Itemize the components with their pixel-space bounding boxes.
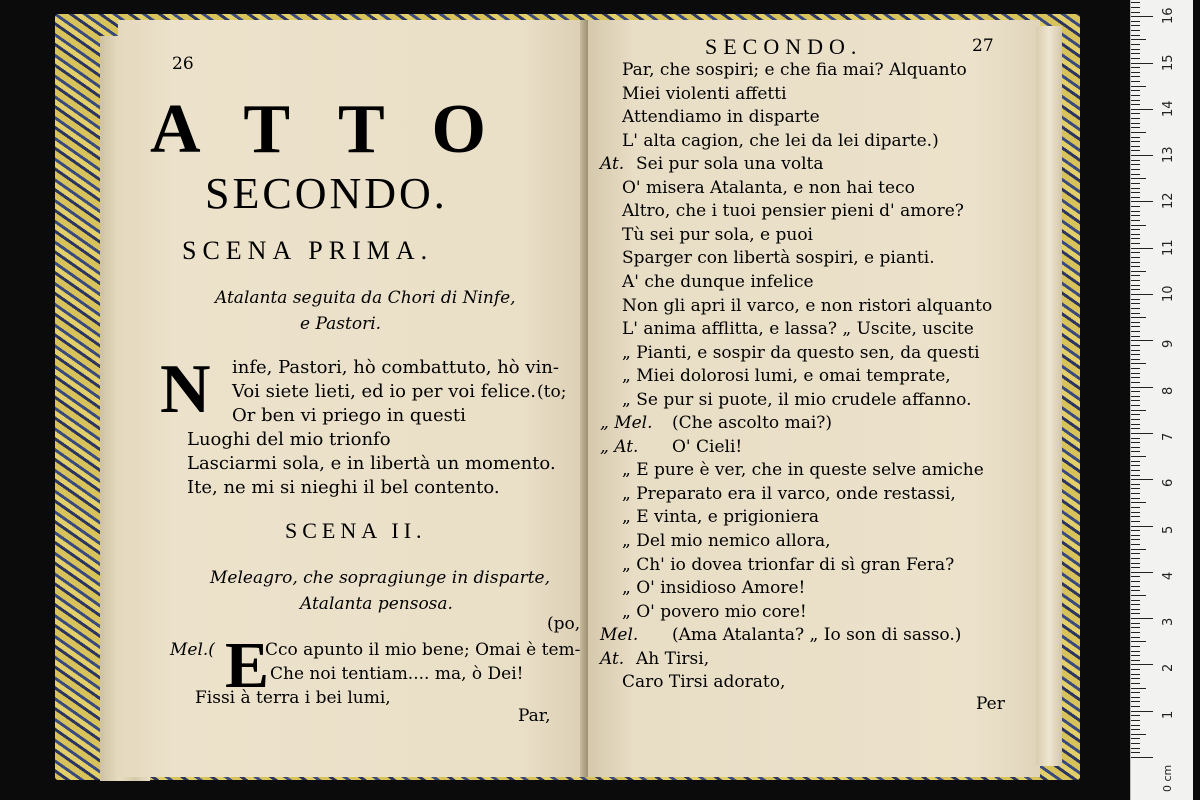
ruler-tick — [1131, 49, 1140, 50]
ruler-tick — [1131, 697, 1140, 698]
ruler-tick — [1131, 109, 1153, 110]
ruler-tick — [1131, 30, 1140, 31]
ruler-number: 8 — [1161, 386, 1176, 395]
ruler-tick — [1131, 313, 1140, 314]
ruler-tick — [1131, 419, 1140, 420]
ruler-number: 14 — [1161, 100, 1176, 117]
verse-text: L' anima afflitta, e lassa? „ Uscite, uscite — [622, 319, 974, 339]
left-catchword: Par, — [518, 706, 551, 726]
speaker-label: At. — [600, 649, 625, 669]
ruler-tick — [1131, 484, 1140, 485]
ruler-tick — [1131, 95, 1140, 96]
ruler-tick — [1131, 637, 1140, 638]
ruler-tick — [1131, 424, 1140, 425]
ruler-tick — [1131, 280, 1140, 281]
ruler-tick — [1131, 201, 1153, 202]
verse-text: Par, che sospiri; e che fia mai? Alquanto — [622, 60, 967, 80]
scene-one-stage-direction-1: Atalanta seguita da Chori di Ninfe, — [215, 288, 516, 308]
ruler-tick — [1131, 465, 1140, 466]
ruler-tick — [1131, 326, 1140, 327]
ruler-tick — [1131, 516, 1140, 517]
ruler-tick — [1131, 322, 1140, 323]
ruler-tick — [1131, 512, 1140, 513]
verse-text: Caro Tirsi adorato, — [622, 672, 786, 692]
ruler-tick — [1131, 39, 1146, 40]
scene-two-heading: SCENA II. — [285, 518, 427, 543]
scene-two-line-3: Fissi à terra i bei lumi, — [195, 688, 391, 708]
ruler-tick — [1131, 456, 1146, 457]
scene-one-heading: SCENA PRIMA. — [182, 236, 434, 265]
left-page-number: 26 — [172, 54, 194, 74]
ruler-number: 9 — [1161, 340, 1176, 349]
ruler-tick — [1131, 266, 1140, 267]
verse-text: (Che ascolto mai?) — [672, 413, 833, 433]
ruler-tick — [1131, 600, 1140, 601]
ruler-tick — [1131, 618, 1153, 619]
scene-one-line-3: Or ben vi priego in questi — [232, 405, 466, 426]
verse-text: Non gli apri il varco, e non ristori alquanto — [622, 296, 993, 316]
ruler-tick — [1131, 725, 1140, 726]
ruler-tick — [1131, 132, 1146, 133]
ruler-tick — [1131, 581, 1140, 582]
ruler-tick — [1131, 72, 1140, 73]
ruler-tick — [1131, 678, 1140, 679]
scene-two-line-2: Che noi tentiam.... ma, ò Dei! — [270, 664, 524, 684]
ruler-tick — [1131, 734, 1146, 735]
ruler-number: 7 — [1161, 432, 1176, 441]
verse-text: „ Ch' io dovea trionfar di sì gran Fera? — [622, 555, 955, 575]
ruler-tick — [1131, 563, 1140, 564]
ruler-number: 13 — [1161, 146, 1176, 164]
ruler-tick — [1131, 178, 1146, 179]
ruler-tick — [1131, 100, 1140, 101]
ruler-tick — [1131, 711, 1153, 712]
ruler-tick — [1131, 67, 1140, 68]
ruler-tick — [1131, 391, 1140, 392]
ruler-tick — [1131, 285, 1140, 286]
ruler-tick — [1131, 521, 1140, 522]
ruler-tick — [1131, 368, 1140, 369]
running-head: SECONDO. — [705, 34, 863, 59]
ruler-tick — [1131, 558, 1140, 559]
ruler-tick — [1131, 475, 1140, 476]
ruler-number: 3 — [1161, 617, 1176, 627]
ruler-tick — [1131, 526, 1153, 527]
scene-two-speaker: Mel.( — [170, 640, 215, 660]
ruler-tick — [1131, 206, 1140, 207]
ruler-tick — [1131, 21, 1140, 22]
speaker-label: „ Mel. — [600, 413, 653, 433]
ruler-tick — [1131, 220, 1140, 221]
ruler-number: 10 — [1161, 285, 1176, 302]
ruler-tick — [1131, 2, 1140, 3]
ruler-tick — [1131, 706, 1140, 707]
verse-text: Altro, che i tuoi pensier pieni d' amore? — [622, 201, 964, 221]
verse-text: O' Cieli! — [672, 437, 743, 457]
ruler-tick — [1131, 493, 1140, 494]
ruler-number: 15 — [1161, 53, 1176, 71]
ruler-tick — [1131, 118, 1140, 119]
ruler-tick — [1131, 294, 1153, 295]
verse-text: „ Pianti, e sospir da questo sen, da questi — [622, 343, 980, 363]
ruler-tick — [1131, 604, 1140, 605]
ruler-tick — [1131, 63, 1153, 64]
ruler-tick — [1131, 53, 1140, 54]
ruler-tick — [1131, 752, 1140, 753]
scene-one-line-6: Ite, ne mi si nieghi il bel contento. — [187, 477, 500, 498]
speaker-label: Mel. — [600, 625, 639, 645]
scene-one-line-4: Luoghi del mio trionfo — [187, 429, 391, 450]
scene-one-stage-direction-2: e Pastori. — [300, 314, 382, 334]
verse-text: Tù sei pur sola, e puoi — [622, 225, 813, 245]
act-heading: ATTO — [150, 91, 534, 168]
ruler-tick — [1131, 729, 1140, 730]
ruler-tick — [1131, 211, 1140, 212]
ruler-tick — [1131, 470, 1140, 471]
ruler-tick — [1131, 243, 1140, 244]
ruler-tick — [1131, 275, 1140, 276]
verse-text: Attendiamo in disparte — [622, 107, 820, 127]
ruler-tick — [1131, 234, 1140, 235]
ruler-tick — [1131, 738, 1140, 739]
speaker-label: At. — [600, 154, 625, 174]
verse-text: A' che dunque infelice — [622, 272, 814, 292]
ruler-tick — [1131, 174, 1140, 175]
scene-two-line-1: Cco apunto il mio bene; Omai è tem- — [265, 640, 581, 660]
ruler-tick — [1131, 539, 1140, 540]
verse-text: „ Se pur si puote, il mio crudele affanno. — [622, 390, 972, 410]
scene-one-turnover: (to; — [537, 382, 567, 402]
ruler-tick — [1131, 669, 1140, 670]
ruler-tick — [1131, 683, 1140, 684]
ruler-tick — [1131, 373, 1140, 374]
ruler-number: 16 — [1161, 7, 1176, 25]
ruler-tick — [1131, 655, 1140, 656]
right-catchword: Per — [976, 694, 1005, 714]
ruler-tick — [1131, 396, 1140, 397]
ruler-tick — [1131, 488, 1140, 489]
ruler-tick — [1131, 632, 1140, 633]
ruler-tick — [1131, 743, 1140, 744]
ruler-tick — [1131, 303, 1140, 304]
ruler-tick — [1131, 359, 1140, 360]
ruler-tick — [1131, 248, 1153, 249]
ruler-tick — [1131, 127, 1140, 128]
verse-text: „ O' povero mio core! — [622, 602, 807, 622]
ruler-tick — [1131, 252, 1140, 253]
ruler-number: 6 — [1161, 478, 1176, 488]
ruler-tick — [1131, 350, 1140, 351]
scene-one-dropcap: N — [160, 351, 211, 428]
ruler-tick — [1131, 387, 1153, 388]
ruler-tick — [1131, 433, 1153, 434]
ruler-number: 4 — [1161, 571, 1176, 580]
ruler-tick — [1131, 405, 1140, 406]
ruler-tick — [1131, 447, 1140, 448]
ruler-tick — [1131, 35, 1140, 36]
ruler-unit-label: 0 cm — [1161, 764, 1174, 792]
scene-two-dropcap: E — [225, 629, 270, 702]
ruler-tick — [1131, 748, 1140, 749]
verse-text: L' alta cagion, che lei da lei diparte.) — [622, 131, 939, 151]
ruler-tick — [1131, 12, 1140, 13]
right-page-edge — [1036, 26, 1062, 766]
ruler-tick — [1131, 44, 1140, 45]
ruler-tick — [1131, 164, 1140, 165]
verse-text: O' misera Atalanta, e non hai teco — [622, 178, 915, 198]
ruler-tick — [1131, 197, 1140, 198]
right-page-number: 27 — [972, 36, 994, 56]
ruler-tick — [1131, 544, 1140, 545]
scene-two-turnover: (po, — [547, 614, 581, 634]
ruler-tick — [1131, 141, 1140, 142]
ruler-tick — [1131, 81, 1140, 82]
ruler-tick — [1131, 113, 1140, 114]
ruler-number: 5 — [1161, 525, 1176, 534]
ruler-tick — [1131, 169, 1140, 170]
ruler-tick — [1131, 90, 1140, 91]
ruler-tick — [1131, 553, 1140, 554]
ruler-tick — [1131, 146, 1140, 147]
ruler-tick — [1131, 442, 1140, 443]
ruler-tick — [1131, 451, 1140, 452]
scene-one-line-1: infe, Pastori, hò combattuto, hò vin- — [232, 357, 559, 378]
ruler-tick — [1131, 646, 1140, 647]
ruler-tick — [1131, 502, 1146, 503]
ruler-tick — [1131, 567, 1140, 568]
ruler-tick — [1131, 137, 1140, 138]
measurement-ruler — [1130, 0, 1193, 800]
ruler-tick — [1131, 590, 1140, 591]
ruler-tick — [1131, 363, 1146, 364]
ruler-tick — [1131, 150, 1140, 151]
ruler-tick — [1131, 192, 1140, 193]
ruler-tick — [1131, 123, 1140, 124]
scene-one-line-5: Lasciarmi sola, e in libertà un momento. — [187, 453, 556, 474]
ruler-tick — [1131, 660, 1140, 661]
ruler-tick — [1131, 238, 1140, 239]
ruler-tick — [1131, 692, 1140, 693]
ruler-tick — [1131, 674, 1140, 675]
verse-text: „ Miei dolorosi lumi, e omai temprate, — [622, 366, 951, 386]
speaker-label: „ At. — [600, 437, 639, 457]
ruler-tick — [1131, 308, 1140, 309]
scene-two-stage-direction-1: Meleagro, che sopragiunge in disparte, — [210, 568, 551, 588]
ruler-tick — [1131, 623, 1140, 624]
ruler-tick — [1131, 535, 1140, 536]
ruler-tick — [1131, 410, 1146, 411]
verse-text: „ O' insidioso Amore! — [622, 578, 806, 598]
ruler-tick — [1131, 160, 1140, 161]
ruler-number: 12 — [1161, 192, 1176, 210]
ruler-tick — [1131, 530, 1140, 531]
ruler-tick — [1131, 183, 1140, 184]
ruler-tick — [1131, 104, 1140, 105]
ruler-tick — [1131, 331, 1140, 332]
ruler-tick — [1131, 461, 1140, 462]
ruler-tick — [1131, 289, 1140, 290]
ruler-tick — [1131, 572, 1153, 573]
ruler-tick — [1131, 641, 1146, 642]
ruler-tick — [1131, 229, 1140, 230]
ruler-tick — [1131, 25, 1140, 26]
act-subheading: SECONDO. — [205, 169, 448, 218]
ruler-tick — [1131, 498, 1140, 499]
ruler-tick — [1131, 225, 1146, 226]
verse-text: Sparger con libertà sospiri, e pianti. — [622, 248, 935, 268]
ruler-tick — [1131, 651, 1140, 652]
ruler-tick — [1131, 414, 1140, 415]
ruler-tick — [1131, 262, 1140, 263]
ruler-tick — [1131, 576, 1140, 577]
ruler-number: 1 — [1161, 710, 1176, 719]
ruler-tick — [1131, 340, 1153, 341]
ruler-tick — [1131, 7, 1140, 8]
ruler-tick — [1131, 382, 1140, 383]
ruler-tick — [1131, 664, 1153, 665]
verse-text: Sei pur sola una volta — [636, 154, 824, 174]
ruler-tick — [1131, 586, 1140, 587]
verse-text: „ Del mio nemico allora, — [622, 531, 831, 551]
ruler-tick — [1131, 188, 1140, 189]
ruler-tick — [1131, 609, 1140, 610]
ruler-tick — [1131, 757, 1153, 758]
ruler-tick — [1131, 688, 1146, 689]
ruler-tick — [1131, 479, 1153, 480]
ruler-tick — [1131, 613, 1140, 614]
ruler-tick — [1131, 345, 1140, 346]
ruler-tick — [1131, 76, 1140, 77]
ruler-tick — [1131, 354, 1140, 355]
ruler-tick — [1131, 155, 1153, 156]
verse-text: „ E vinta, e prigioniera — [622, 507, 819, 527]
ruler-tick — [1131, 627, 1140, 628]
scene-one-line-2: Voi siete lieti, ed io per voi felice. — [232, 381, 536, 402]
ruler-number: 11 — [1161, 239, 1176, 256]
ruler-tick — [1131, 715, 1140, 716]
ruler-tick — [1131, 701, 1140, 702]
verse-text: „ Preparato era il varco, onde restassi, — [622, 484, 956, 504]
ruler-tick — [1131, 438, 1140, 439]
ruler-tick — [1131, 428, 1140, 429]
ruler-tick — [1131, 58, 1140, 59]
ruler-tick — [1131, 377, 1140, 378]
ruler-tick — [1131, 595, 1146, 596]
verse-text: Miei violenti affetti — [622, 84, 787, 104]
ruler-tick — [1131, 86, 1146, 87]
verse-text: Ah Tirsi, — [636, 649, 710, 669]
scene-two-stage-direction-2: Atalanta pensosa. — [300, 594, 453, 614]
verse-text: „ E pure è ver, che in queste selve amiche — [622, 460, 984, 480]
ruler-number: 2 — [1161, 664, 1176, 673]
ruler-tick — [1131, 549, 1146, 550]
ruler-tick — [1131, 257, 1140, 258]
ruler-tick — [1131, 317, 1146, 318]
ruler-tick — [1131, 271, 1146, 272]
ruler-tick — [1131, 16, 1153, 17]
ruler-tick — [1131, 720, 1140, 721]
ruler-tick — [1131, 507, 1140, 508]
verse-text: (Ama Atalanta? „ Io son di sasso.) — [672, 625, 962, 645]
ruler-tick — [1131, 400, 1140, 401]
ruler-tick — [1131, 299, 1140, 300]
ruler-tick — [1131, 215, 1140, 216]
ruler-tick — [1131, 336, 1140, 337]
